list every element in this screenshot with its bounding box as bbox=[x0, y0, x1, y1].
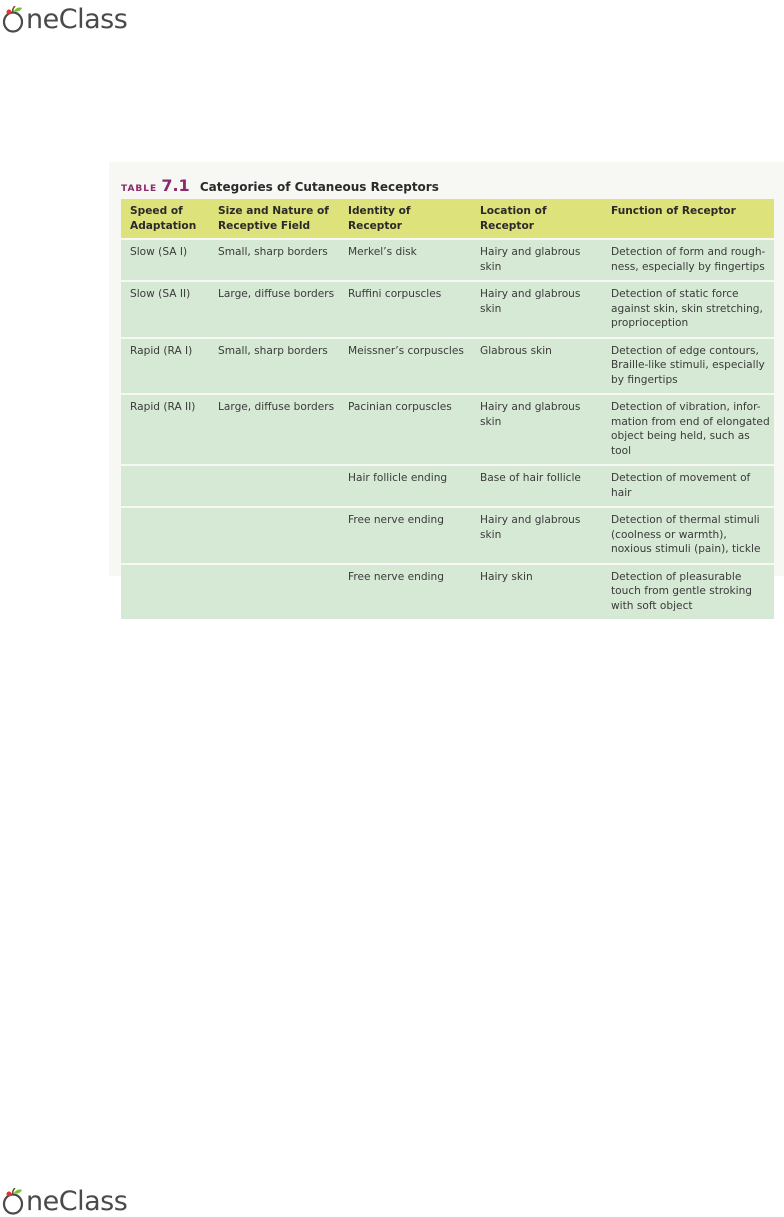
table-number: 7.1 bbox=[161, 176, 190, 195]
table-row bbox=[121, 565, 774, 620]
table-caption bbox=[121, 176, 439, 195]
cell-field: Small, sharp borders bbox=[209, 240, 339, 280]
cell-field: Large, diffuse borders bbox=[209, 282, 339, 337]
cell-location: Hairy skin bbox=[471, 565, 602, 620]
cell-identity: Hair follicle ending bbox=[339, 466, 471, 506]
cell-function: Detection of movement of hair bbox=[602, 466, 774, 506]
cell-location: Hairy and glabrous skin bbox=[471, 508, 602, 563]
cell-function: Detection of pleasurable touch from gentle stroking with soft object bbox=[602, 565, 774, 620]
header-field: Size and Nature of Receptive Field bbox=[209, 199, 339, 238]
logo-text: neClass bbox=[26, 1186, 128, 1217]
header-function: Function of Receptor bbox=[602, 199, 774, 238]
cell-speed: Rapid (RA II) bbox=[121, 395, 209, 464]
cell-speed: Rapid (RA I) bbox=[121, 339, 209, 394]
cell-speed bbox=[121, 466, 209, 506]
cell-function: Detection of vibration, infor-mation from end of elongated object being held, such as tool bbox=[602, 395, 774, 464]
table-row bbox=[121, 466, 774, 506]
cell-speed bbox=[121, 508, 209, 563]
cell-speed: Slow (SA II) bbox=[121, 282, 209, 337]
table-header-row bbox=[121, 199, 774, 238]
table-row bbox=[121, 240, 774, 280]
cell-location: Glabrous skin bbox=[471, 339, 602, 394]
cell-function: Detection of thermal stimuli (coolness or warmth), noxious stimuli (pain), tickle bbox=[602, 508, 774, 563]
cell-identity: Ruffini corpuscles bbox=[339, 282, 471, 337]
cell-location: Hairy and glabrous skin bbox=[471, 395, 602, 464]
apple-o-icon bbox=[2, 6, 26, 33]
cell-function: Detection of form and rough-ness, especially by fingertips bbox=[602, 240, 774, 280]
cell-identity: Meissner’s corpuscles bbox=[339, 339, 471, 394]
cell-field bbox=[209, 508, 339, 563]
cell-identity: Free nerve ending bbox=[339, 508, 471, 563]
receptor-table bbox=[121, 197, 774, 621]
oneclass-logo-bottom[interactable] bbox=[2, 1188, 127, 1215]
cell-location: Hairy and glabrous skin bbox=[471, 240, 602, 280]
header-speed: Speed of Adaptation bbox=[121, 199, 209, 238]
cell-identity: Free nerve ending bbox=[339, 565, 471, 620]
header-location: Location of Receptor bbox=[471, 199, 602, 238]
cell-field bbox=[209, 565, 339, 620]
cell-location: Base of hair follicle bbox=[471, 466, 602, 506]
oneclass-logo-top[interactable] bbox=[2, 6, 127, 33]
table-row bbox=[121, 395, 774, 464]
cell-field bbox=[209, 466, 339, 506]
cell-location: Hairy and glabrous skin bbox=[471, 282, 602, 337]
header-identity: Identity of Receptor bbox=[339, 199, 471, 238]
cell-function: Detection of static force against skin, skin stretching, proprioception bbox=[602, 282, 774, 337]
table-row bbox=[121, 282, 774, 337]
table-label: TABLE bbox=[121, 184, 158, 194]
apple-o-icon bbox=[2, 1188, 26, 1215]
cell-speed: Slow (SA I) bbox=[121, 240, 209, 280]
logo-text: neClass bbox=[26, 4, 128, 35]
table-row bbox=[121, 508, 774, 563]
cell-identity: Pacinian corpuscles bbox=[339, 395, 471, 464]
cell-field: Large, diffuse borders bbox=[209, 395, 339, 464]
table-row bbox=[121, 339, 774, 394]
cell-speed bbox=[121, 565, 209, 620]
cell-identity: Merkel’s disk bbox=[339, 240, 471, 280]
table-title: Categories of Cutaneous Receptors bbox=[199, 180, 439, 194]
cell-function: Detection of edge contours, Braille-like stimuli, especially by fingertips bbox=[602, 339, 774, 394]
cell-field: Small, sharp borders bbox=[209, 339, 339, 394]
